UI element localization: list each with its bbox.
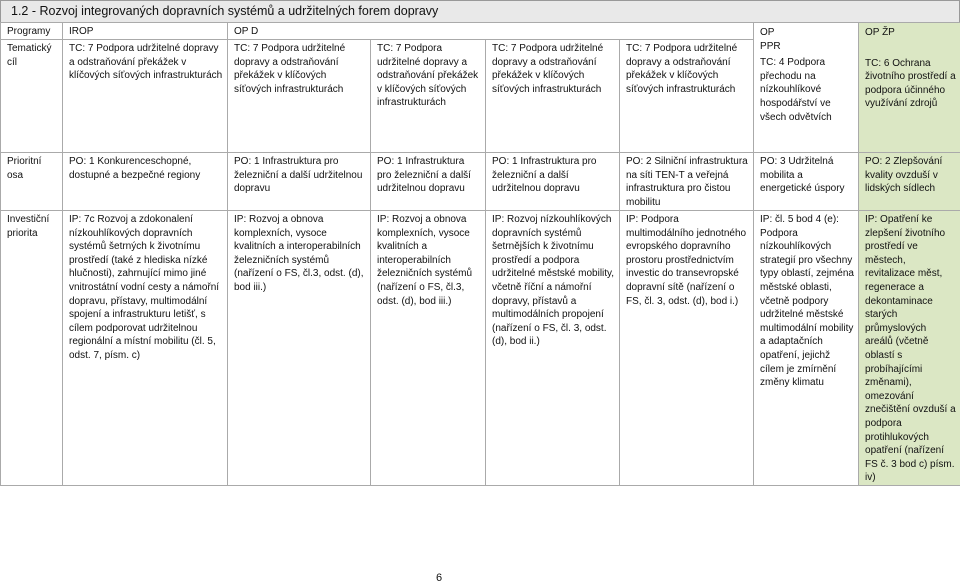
prioritni-osa-row: [1, 153, 960, 211]
ip-cell-2: IP: Rozvoj a obnova komplexních, vysoce kvalitních a interoperabilních železničních systémů (nařízení o FS, čl.3, odst. (d), bod iii.): [228, 211, 371, 486]
programs-table: [0, 22, 960, 486]
page-title: 1.2 - Rozvoj integrovaných dopravních systémů a udržitelných forem dopravy: [11, 4, 439, 18]
ip-cell-7: IP: Opatření ke zlepšení životního prostředí ve městech, revitalizace měst, regenerace a dekontaminace starých průmyslových areálů (včetně oblastí s probíhajícími změnami), omezování znečištění ovzduší a podpora protihlukových opatření (nařízení FS č. 3 bod c) písm. iv): [859, 211, 960, 486]
ip-cell-5: IP: Podpora multimodálního jednotného evropského dopravního prostoru prostřednictvím investic do transevropské dopravní sítě (nařízení o FS, čl. 3, odst. (d), bod i.): [620, 211, 754, 486]
investicni-priorita-label: Investiční priorita: [1, 211, 63, 486]
ip-cell-1: IP: 7c Rozvoj a zdokonalení nízkouhlíkových dopravních systémů šetrných k životnímu prostředí (také z hlediska nízké hlučnosti), zahrnující mimo jiné vnitrostátní vodní cesty a námořní dopravu, přístavy, multimodální spojení a infrastrukturu letišť, s cílem podporovat udržitelnou regionální a místní mobilitu (čl. 5, odst. 7, písm. c): [63, 211, 228, 486]
program-irop: IROP: [63, 23, 228, 40]
po-cell-5: PO: 2 Silniční infrastruktura na síti TEN-T a veřejná infrastruktura pro čistou mobilitu: [620, 153, 754, 211]
po-cell-2: PO: 1 Infrastruktura pro železniční a další udržitelnou dopravu: [228, 153, 371, 211]
po-cell-3: PO: 1 Infrastruktura pro železniční a další udržitelnou dopravu: [371, 153, 486, 211]
programs-row: [1, 23, 960, 40]
ip-cell-3: IP: Rozvoj a obnova komplexních, vysoce kvalitních a interoperabilních železničních systémů (nařízení o FS, čl.3, odst. (d), bod iii.): [371, 211, 486, 486]
po-cell-1: PO: 1 Konkurenceschopné, dostupné a bezpečné regiony: [63, 153, 228, 211]
programs-label: Programy: [1, 23, 63, 40]
program-oppr: [754, 23, 859, 153]
prioritni-osa-label: Prioritní osa: [1, 153, 63, 211]
tc-cell-2: TC: 7 Podpora udržitelné dopravy a odstraňování překážek v klíčových síťových infrastrukturách: [228, 40, 371, 153]
tc-cell-6: TC: 4 Podpora přechodu na nízkouhlíkové hospodářství ve všech odvětvích: [760, 57, 832, 123]
po-cell-7: PO: 2 Zlepšování kvality ovzduší v lidských sídlech: [859, 153, 960, 211]
po-cell-4: PO: 1 Infrastruktura pro železniční a další udržitelnou dopravu: [486, 153, 620, 211]
page-number: 6: [436, 572, 443, 584]
ip-cell-6: IP: čl. 5 bod 4 (e): Podpora nízkouhlíkových strategií pro všechny typy oblastí, zejména městské oblasti, včetně podpory udržitelné městské multimodální mobility a adaptačních opatření, jejichž cílem je zmírnění změny klimatu: [754, 211, 859, 486]
ip-cell-4: IP: Rozvoj nízkouhlíkových dopravních systémů šetrnějších k životnímu prostředí a podpora udržitelné městské mobility, včetně říční a námořní dopravy, přístavů a multimodálních propojení (nařízení o FS, čl. 3, odst. (d), bod ii.): [486, 211, 620, 486]
header-bar: [0, 0, 960, 23]
tc-cell-1: TC: 7 Podpora udržitelné dopravy a odstraňování překážek v klíčových síťových infrastrukturách: [63, 40, 228, 153]
program-opzp: [859, 23, 960, 153]
tc-cell-7: TC: 6 Ochrana životního prostředí a podpora účinného využívání zdrojů: [865, 57, 956, 110]
program-oppr-line1: OP: [760, 27, 775, 38]
program-opzp-label: OP ŽP: [865, 27, 895, 38]
tc-cell-5: TC: 7 Podpora udržitelné dopravy a odstraňování překážek v klíčových síťových infrastrukturách: [620, 40, 754, 153]
po-cell-6: PO: 3 Udržitelná mobilita a energetické úspory: [754, 153, 859, 211]
tc-cell-3: TC: 7 Podpora udržitelné dopravy a odstraňování překážek v klíčových síťových infrastrukturách: [371, 40, 486, 153]
program-oppr-line2: PPR: [760, 40, 781, 52]
program-opd: OP D: [228, 23, 754, 40]
tematicky-cil-label: Tematický cíl: [1, 40, 63, 153]
tc-cell-4: TC: 7 Podpora udržitelné dopravy a odstraňování překážek v klíčových síťových infrastrukturách: [486, 40, 620, 153]
investicni-priorita-row: [1, 211, 960, 486]
